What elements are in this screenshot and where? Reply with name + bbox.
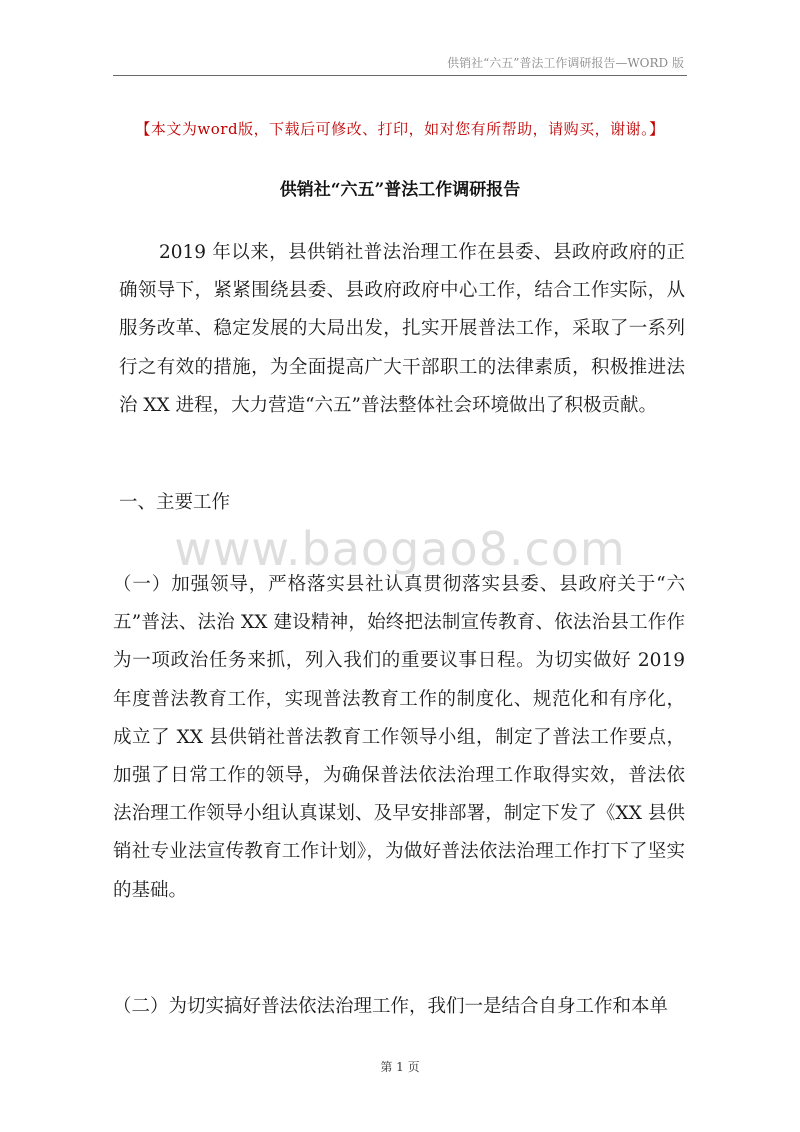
body-paragraph-1: （一）加强领导，严格落实县社认真贯彻落实县委、县政府关于“六五”普法、法治 XX 建设精神，始终把法制宣传教育、依法治县工作作为一项政治任务来抓，列入我们的重要议事日程。为切实做好 2019 年度普法教育工作，实现普法教育工作的制度化、规范化和有序化，成立了 XX 县供销社普法教育工作领导小组，制定了普法工作要点，加强了日常工作的领导，为确保普法依法治理工作取得实效，普法依法治理工作领导小组认真谋划、及早安排部署，制定下发了《XX 县供销社专业法宣传教育工作计划》，为做好普法依法治理工作打下了坚实的基础。 (113, 574, 685, 901)
document-title: 供销社“六五”普法工作调研报告 (279, 180, 521, 200)
intro-paragraph: 2019 年以来，县供销社普法治理工作在县委、县政府政府的正确领导下，紧紧围绕县委、县政府政府中心工作，结合工作实际，从服务改革、稳定发展的大局出发，扎实开展普法工作，采取了一系列行之有效的措施，为全面提高广大干部职工的法律素质，积极推进法治 XX 进程，大力营造“六五”普法整体社会环境做出了积极贡献。 (119, 242, 685, 416)
running-header: 供销社“六五”普法工作调研报告—WORD 版 (447, 56, 684, 70)
page-number: 第 1 页 (380, 1060, 420, 1074)
body-paragraph-2: （二）为切实搞好普法依法治理工作，我们一是结合自身工作和本单 (113, 996, 669, 1017)
header-divider (113, 75, 687, 76)
purchase-notice: 【本文为word版，下载后可修改、打印，如对您有所帮助，请购买，谢谢。】 (135, 120, 665, 138)
section-heading: 一、主要工作 (119, 492, 231, 513)
watermark: www.baogao8.com (174, 522, 626, 576)
